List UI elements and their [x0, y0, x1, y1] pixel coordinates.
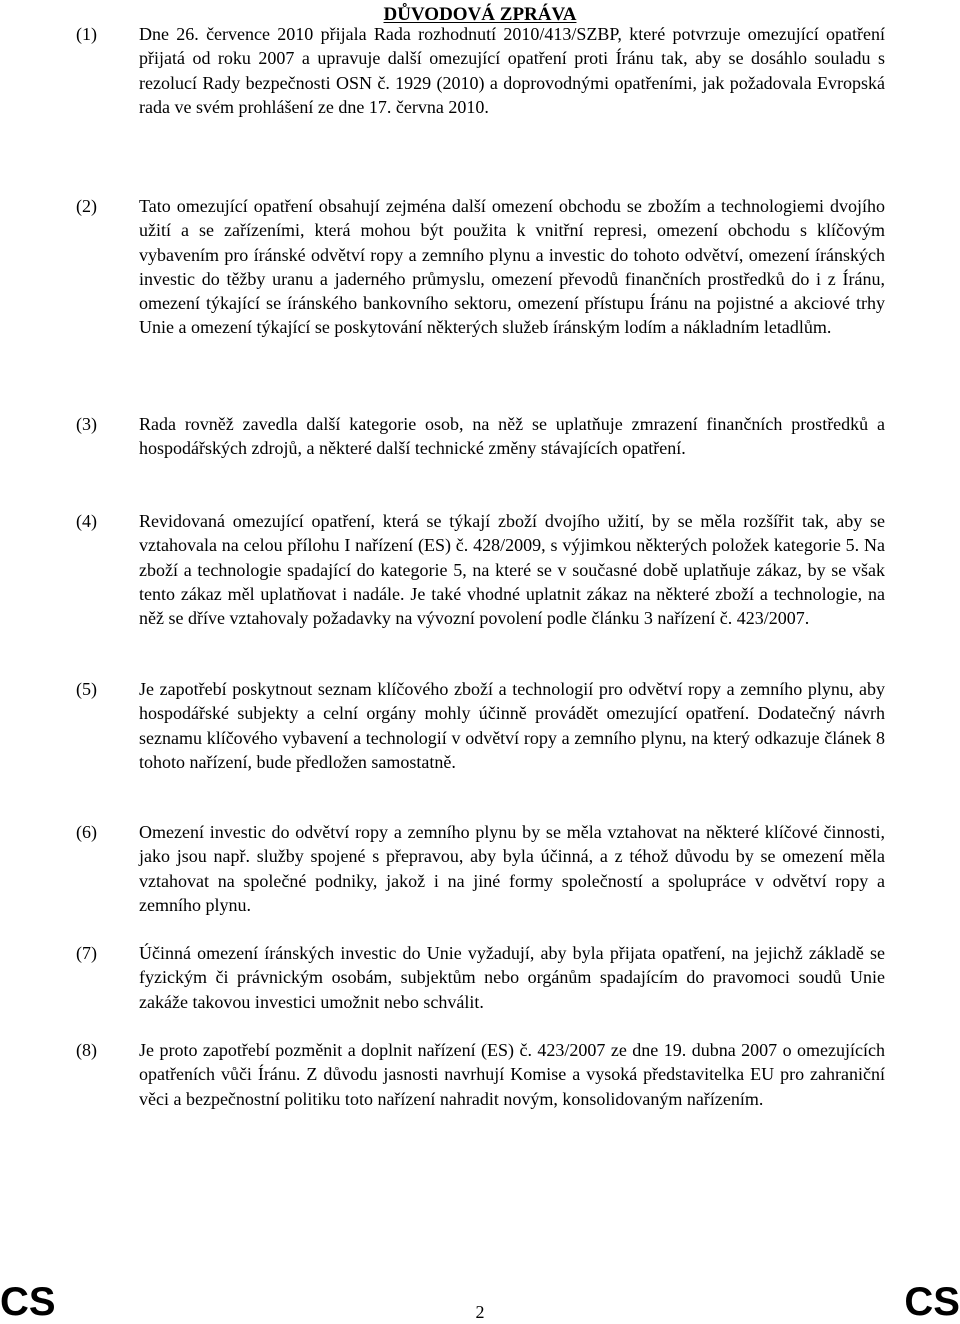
paragraph-text: Je zapotřebí poskytnout seznam klíčového zboží a technologií pro odvětví ropy a zemního plynu, aby hospodářské subjekty a celní orgány mohly účinně provádět omezující opatření. Dodatečný návrh seznamu klíčového vybavení a technologií v odvětví ropy a zemního plynu, na který odkazuje článek 8 tohoto nařízení, bude předložen samostatně.	[139, 679, 885, 772]
paragraph-text: Omezení investic do odvětví ropy a zemního plynu by se měla vztahovat na některé klíčové činnosti, jako jsou např. služby spojené s přepravou, aby byla účinná, a z téhož důvodu by se omezení měla vztahovat na společné podniky, jakož i na jiné formy společností a spolupráce v odvětví ropy a zemního plynu.	[139, 822, 885, 915]
paragraph-text: Dne 26. července 2010 přijala Rada rozhodnutí 2010/413/SZBP, které potvrzuje omezující opatření přijatá od roku 2007 a upravuje další omezující opatření proti Íránu tak, aby se dosáhlo souladu s rezolucí Rady bezpečnosti OSN č. 1929 (2010) a doprovodnými opatřeními, jak požadovala Evropská rada ve svém prohlášení ze dne 17. června 2010.	[139, 24, 885, 117]
paragraph-number: (4)	[76, 511, 97, 531]
paragraph-number: (2)	[76, 196, 97, 216]
paragraph-2	[0, 194, 960, 340]
paragraph-text: Účinná omezení íránských investic do Unie vyžadují, aby byla přijata opatření, na jejichž základě se fyzickým či právnickým osobám, subjektům nebo orgánům spadajícím do pravomoci soudů Unie zakáže takovou investici umožnit nebo schválit.	[139, 943, 885, 1012]
paragraph-8	[0, 1038, 960, 1111]
page-number: 2	[475, 1302, 485, 1322]
paragraph-3	[0, 412, 960, 461]
paragraph-7	[0, 941, 960, 1014]
footer-language-code-right: CS	[904, 1280, 960, 1324]
paragraph-number: (5)	[76, 679, 97, 699]
document-title: DŮVODOVÁ ZPRÁVA	[383, 4, 577, 25]
paragraph-number: (8)	[76, 1040, 97, 1060]
paragraph-number: (1)	[76, 24, 97, 44]
paragraph-number: (3)	[76, 414, 97, 434]
paragraph-text: Revidovaná omezující opatření, která se týkají zboží dvojího užití, by se měla rozšířit tak, aby se vztahovala na celou přílohu I nařízení (ES) č. 428/2009, s výjimkou některých položek kategorie 5. Na zboží a technologie spadající do kategorie 5, na které se v současné době uplatňuje zákaz, by se však tento zákaz měl uplatňovat i nadále. Je také vhodné uplatnit zákaz na některé zboží a technologie, na něž se dříve vztahovaly požadavky na vývozní povolení podle článku 3 nařízení č. 423/2007.	[139, 511, 885, 629]
paragraph-5	[0, 677, 960, 774]
paragraph-number: (7)	[76, 943, 97, 963]
paragraph-text: Je proto zapotřebí pozměnit a doplnit nařízení (ES) č. 423/2007 ze dne 19. dubna 2007 o omezujících opatřeních vůči Íránu. Z důvodu jasnosti navrhují Komise a vysoká představitelka EU pro zahraniční věci a bezpečnostní politiku toto nařízení nahradit novým, konsolidovaným nařízením.	[139, 1040, 885, 1109]
footer-language-code-left: CS	[0, 1280, 56, 1324]
paragraph-4	[0, 509, 960, 630]
paragraph-text: Rada rovněž zavedla další kategorie osob, na něž se uplatňuje zmrazení finančních prostředků a hospodářských zdrojů, a některé další technické změny stávajících opatření.	[139, 414, 885, 459]
paragraph-number: (6)	[76, 822, 97, 842]
paragraph-text: Tato omezující opatření obsahují zejména další omezení obchodu se zbožím a technologiemi dvojího užití a se zařízeními, která mohou být použita k vnitřní represi, omezení obchodu s klíčovým vybavením pro íránské odvětví ropy a zemního plynu a investic do tohoto odvětví, omezení íránských investic do těžby uranu a jaderného průmyslu, omezení převodů finančních prostředků do i z Íránu, omezení týkající se íránského bankovního sektoru, omezení přístupu Íránu na pojistné a akciové trhy Unie a omezení týkající se poskytování některých služeb íránským lodím a nákladním letadlům.	[139, 196, 885, 338]
paragraph-6	[0, 820, 960, 917]
paragraph-1	[0, 22, 960, 119]
